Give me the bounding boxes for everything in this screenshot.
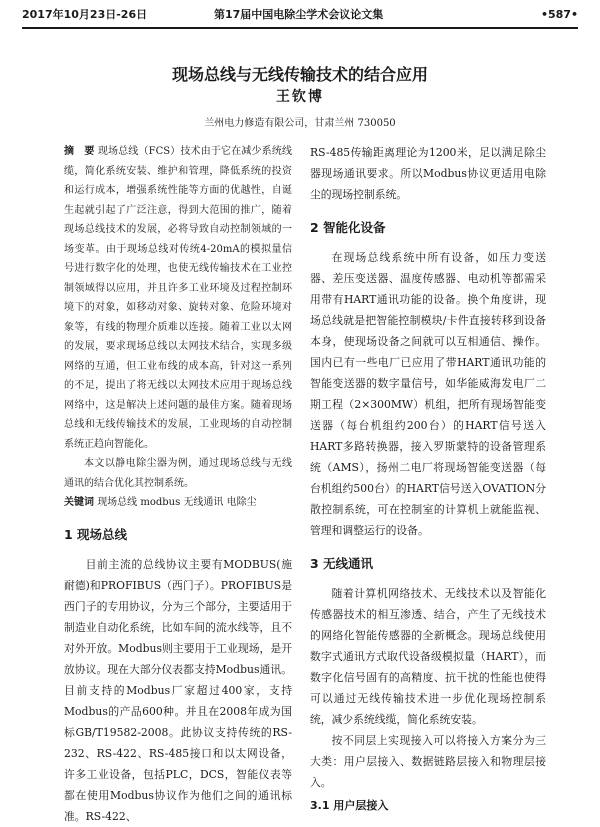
section-3-heading: 3 无线通讯	[310, 556, 374, 571]
header-journal: 第17届中国电除尘学术会议论文集	[214, 8, 384, 21]
keywords-label: 关键词	[64, 497, 94, 508]
section-1-paragraph: 目前主流的总线协议主要有MODBUS(施耐德)和PROFIBUS（西门子）。PROFIBUS是西门子的专用协议，分为三个部分，主要适用于制造业自动化系统，比如车间的流水线等，且不对外开放。Modbus则主要用于工业现场，是开放协议。现在大部分仪表都支持Modbus通讯。目前支持的Modbus厂家超过400家，支持Modbus的产品600种。并且在2008年成为国标GB/T19582-2008。此协议支持传统的RS-232、RS-422、RS-485接口和以太网设备，许多工业设备，包括PLC，DCS，智能仪表等都在使用Modbus协议作为他们之间的通讯标准。RS-422、	[64, 558, 292, 823]
header-date: 2017年10月23日-26日	[22, 8, 148, 21]
running-head	[22, 6, 578, 24]
abstract	[64, 142, 292, 454]
right-column	[310, 142, 546, 815]
section-1-heading: 1 现场总线	[64, 527, 128, 542]
section-3-paragraph-1: 随着计算机网络技术、无线技术以及智能化传感器技术的相互渗透、结合，产生了无线技术的网络化智能传感器的全新概念。现场总线使用数字式通讯方式取代设备级模拟量（HART），而数字化信号固有的高精度、抗干扰的性能也使得可以通过无线传输技术进一步优化现场控制系统，减少系统线缆，简化系统安装。	[310, 587, 546, 726]
paper-author: 王钦博	[276, 89, 324, 105]
header-rule	[22, 27, 578, 29]
section-2-heading: 2 智能化设备	[310, 220, 386, 235]
section-3-paragraph-2: 按不同层上实现接入可以将接入方案分为三大类：用户层接入、数据链路层接入和物理层接入。	[310, 734, 546, 789]
subsection-3-1-heading: 3.1 用户层接入	[310, 799, 389, 812]
right-column-continuation: RS-485传输距离理论为1200米，足以满足除尘器现场通讯要求。所以Modbus协议更适用电除尘的现场控制系统。	[310, 146, 546, 201]
keywords	[64, 493, 292, 512]
keywords-text: 现场总线 modbus 无线通讯 电除尘	[97, 497, 257, 508]
section-2-paragraph: 在现场总线系统中所有设备，如压力变送器、差压变送器、温度传感器、电动机等都需采用带有HART通讯功能的设备。换个角度讲，现场总线就是把智能控制模块/卡件直接转移到设备本身，使现场设备之间就可以互相通信、操作。国内已有一些电厂已应用了带HART通讯功能的智能变送器的数字量信号，如华能威海发电厂二期工程（2×300MW）机组，把所有现场智能变送器（每台机组约200台）的HART信号送入HART多路转换器，接入罗斯蒙特的设备管理系统（AMS），扬州二电厂将现场智能变送器（每台机组约500台）的HART信号送入OVATION分散控制系统，可在控制室的计算机上就能监视、管理和调整运行的设备。	[310, 251, 546, 537]
paper-affiliation: 兰州电力修造有限公司，甘肃兰州 730050	[204, 118, 396, 129]
paper-title: 现场总线与无线传输技术的结合应用	[171, 65, 428, 84]
left-column	[64, 142, 292, 827]
abstract-label: 摘 要	[64, 146, 95, 157]
abstract-text: 现场总线（FCS）技术由于它在减少系统线缆，简化系统安装、维护和管理，降低系统的投资和运行成本，增强系统性能等方面的优越性，自诞生起就引起了广泛注意，得到大范围的推广，随着现场总线技术的发展，必将导致自动控制领域的一场变革。由于现场总线对传统4-20mA的模拟量信号进行数字化的处理，也使无线传输技术在工业控制领域得以应用，并且许多工业环境及过程控制环境下的对象，如移动对象、旋转对象、危险环境对象等，有线的物理介质难以连接。随着工业以太网的发展，要求现场总线以太网技术结合，实现多级网络的互通，但工业布线的成本高，针对这一系列的不足，提出了将无线以太网技术应用于现场总线网络中，这是解决上述问题的最佳方案。随着现场总线和无线传输技术的发展，工业现场的自动控制系统正趋向智能化。	[64, 146, 292, 450]
abstract-text-2: 本文以静电除尘器为例，通过现场总线与无线通讯的结合优化其控制系统。	[64, 458, 292, 489]
header-page-number: •587•	[540, 8, 578, 21]
